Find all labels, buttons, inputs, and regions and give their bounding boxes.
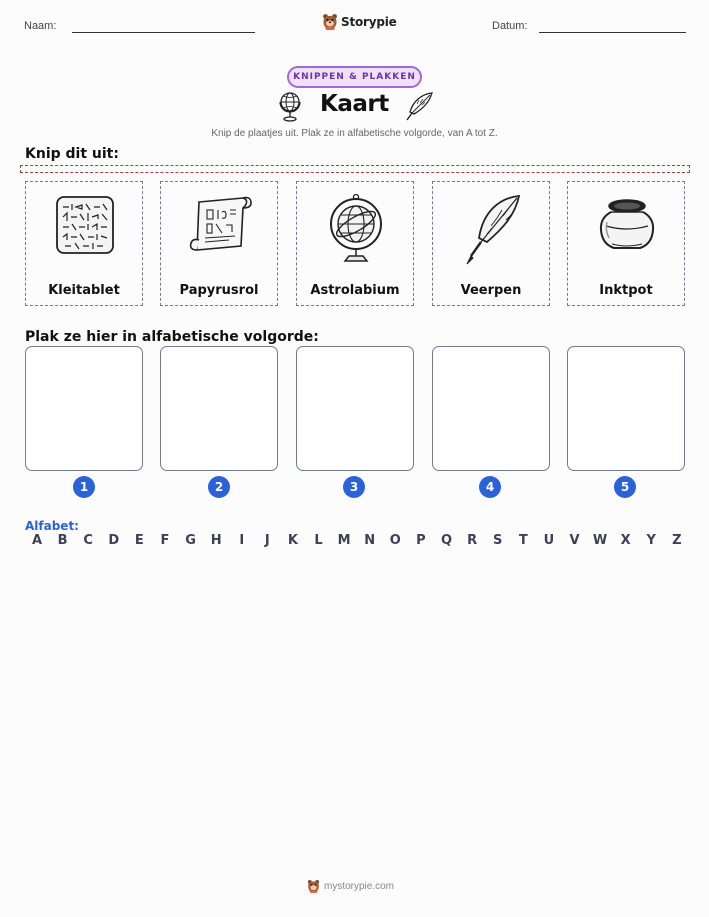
title-row — [275, 90, 435, 124]
name-label: Naam: — [24, 20, 57, 32]
alphabet-letter: N — [364, 533, 376, 548]
feather-icon — [403, 90, 435, 122]
slot-number-2: 2 — [208, 476, 230, 498]
logo-text: Storypie — [341, 14, 397, 29]
alphabet-letter: K — [287, 533, 298, 548]
bear-mascot-icon — [307, 879, 320, 893]
footer — [307, 879, 394, 893]
bear-mascot-icon — [322, 13, 338, 30]
name-line[interactable] — [72, 32, 255, 33]
alphabet-row — [27, 533, 687, 548]
alphabet-letter: D — [108, 533, 120, 548]
slot-number-4: 4 — [479, 476, 501, 498]
instructions: Knip de plaatjes uit. Plak ze in alfabetische volgorde, van A tot Z. — [211, 128, 498, 139]
alphabet-letter: V — [569, 533, 580, 548]
ink-pot-icon — [592, 188, 662, 268]
alphabet-letter: B — [57, 533, 68, 548]
footer-url: mystorypie.com — [324, 880, 395, 892]
alphabet-letter: I — [239, 533, 245, 548]
paste-slot-1[interactable] — [25, 346, 143, 471]
cut-card-astrolabium[interactable] — [296, 181, 414, 306]
alphabet-letter: P — [416, 533, 426, 548]
alphabet-letter: R — [467, 533, 478, 548]
cut-card-papyrusrol[interactable] — [160, 181, 278, 306]
alphabet-letter: Y — [646, 533, 656, 548]
alphabet-letter: F — [160, 533, 170, 548]
alphabet-letter: J — [264, 533, 270, 548]
paste-slot-3[interactable] — [296, 346, 414, 471]
alphabet-letter: W — [592, 533, 608, 548]
card-label: Inktpot — [599, 283, 653, 298]
alphabet-letter: H — [210, 533, 222, 548]
activity-badge: KNIPPEN & PLAKKEN — [287, 66, 422, 88]
alphabet-letter: Q — [440, 533, 453, 548]
alphabet-letter: O — [389, 533, 401, 548]
paste-slot-4[interactable] — [432, 346, 550, 471]
paste-slot-5[interactable] — [567, 346, 685, 471]
alphabet-letter: Z — [672, 533, 682, 548]
card-label: Kleitablet — [48, 283, 120, 298]
cut-card-veerpen[interactable] — [432, 181, 550, 306]
card-label: Veerpen — [460, 283, 522, 298]
storypie-logo — [322, 13, 397, 30]
alphabet-letter: S — [493, 533, 503, 548]
alphabet-title: Alfabet: — [25, 519, 79, 533]
alphabet-letter: L — [314, 533, 323, 548]
astrolabe-icon — [321, 188, 391, 268]
cut-card-kleitablet[interactable] — [25, 181, 143, 306]
alphabet-letter: M — [337, 533, 351, 548]
paste-section-title: Plak ze hier in alfabetische volgorde: — [25, 329, 319, 345]
cut-card-inktpot[interactable] — [567, 181, 685, 306]
date-line[interactable] — [539, 32, 686, 33]
papyrus-scroll-icon — [185, 188, 255, 268]
cut-line — [20, 165, 690, 173]
alphabet-letter: C — [83, 533, 93, 548]
page-title: Kaart — [320, 91, 389, 117]
alphabet-letter: E — [134, 533, 144, 548]
slot-number-5: 5 — [614, 476, 636, 498]
alphabet-letter: U — [543, 533, 555, 548]
clay-tablet-icon — [50, 188, 120, 268]
card-label: Astrolabium — [310, 283, 400, 298]
paste-slot-2[interactable] — [160, 346, 278, 471]
globe-icon — [278, 90, 302, 122]
alphabet-letter: G — [185, 533, 196, 548]
alphabet-letter: A — [31, 533, 43, 548]
date-label: Datum: — [492, 20, 528, 32]
alphabet-letter: T — [518, 533, 528, 548]
quill-pen-icon — [457, 188, 527, 268]
cut-section-title: Knip dit uit: — [25, 146, 119, 162]
slot-number-3: 3 — [343, 476, 365, 498]
alphabet-letter: X — [620, 533, 631, 548]
slot-number-1: 1 — [73, 476, 95, 498]
card-label: Papyrusrol — [179, 283, 259, 298]
